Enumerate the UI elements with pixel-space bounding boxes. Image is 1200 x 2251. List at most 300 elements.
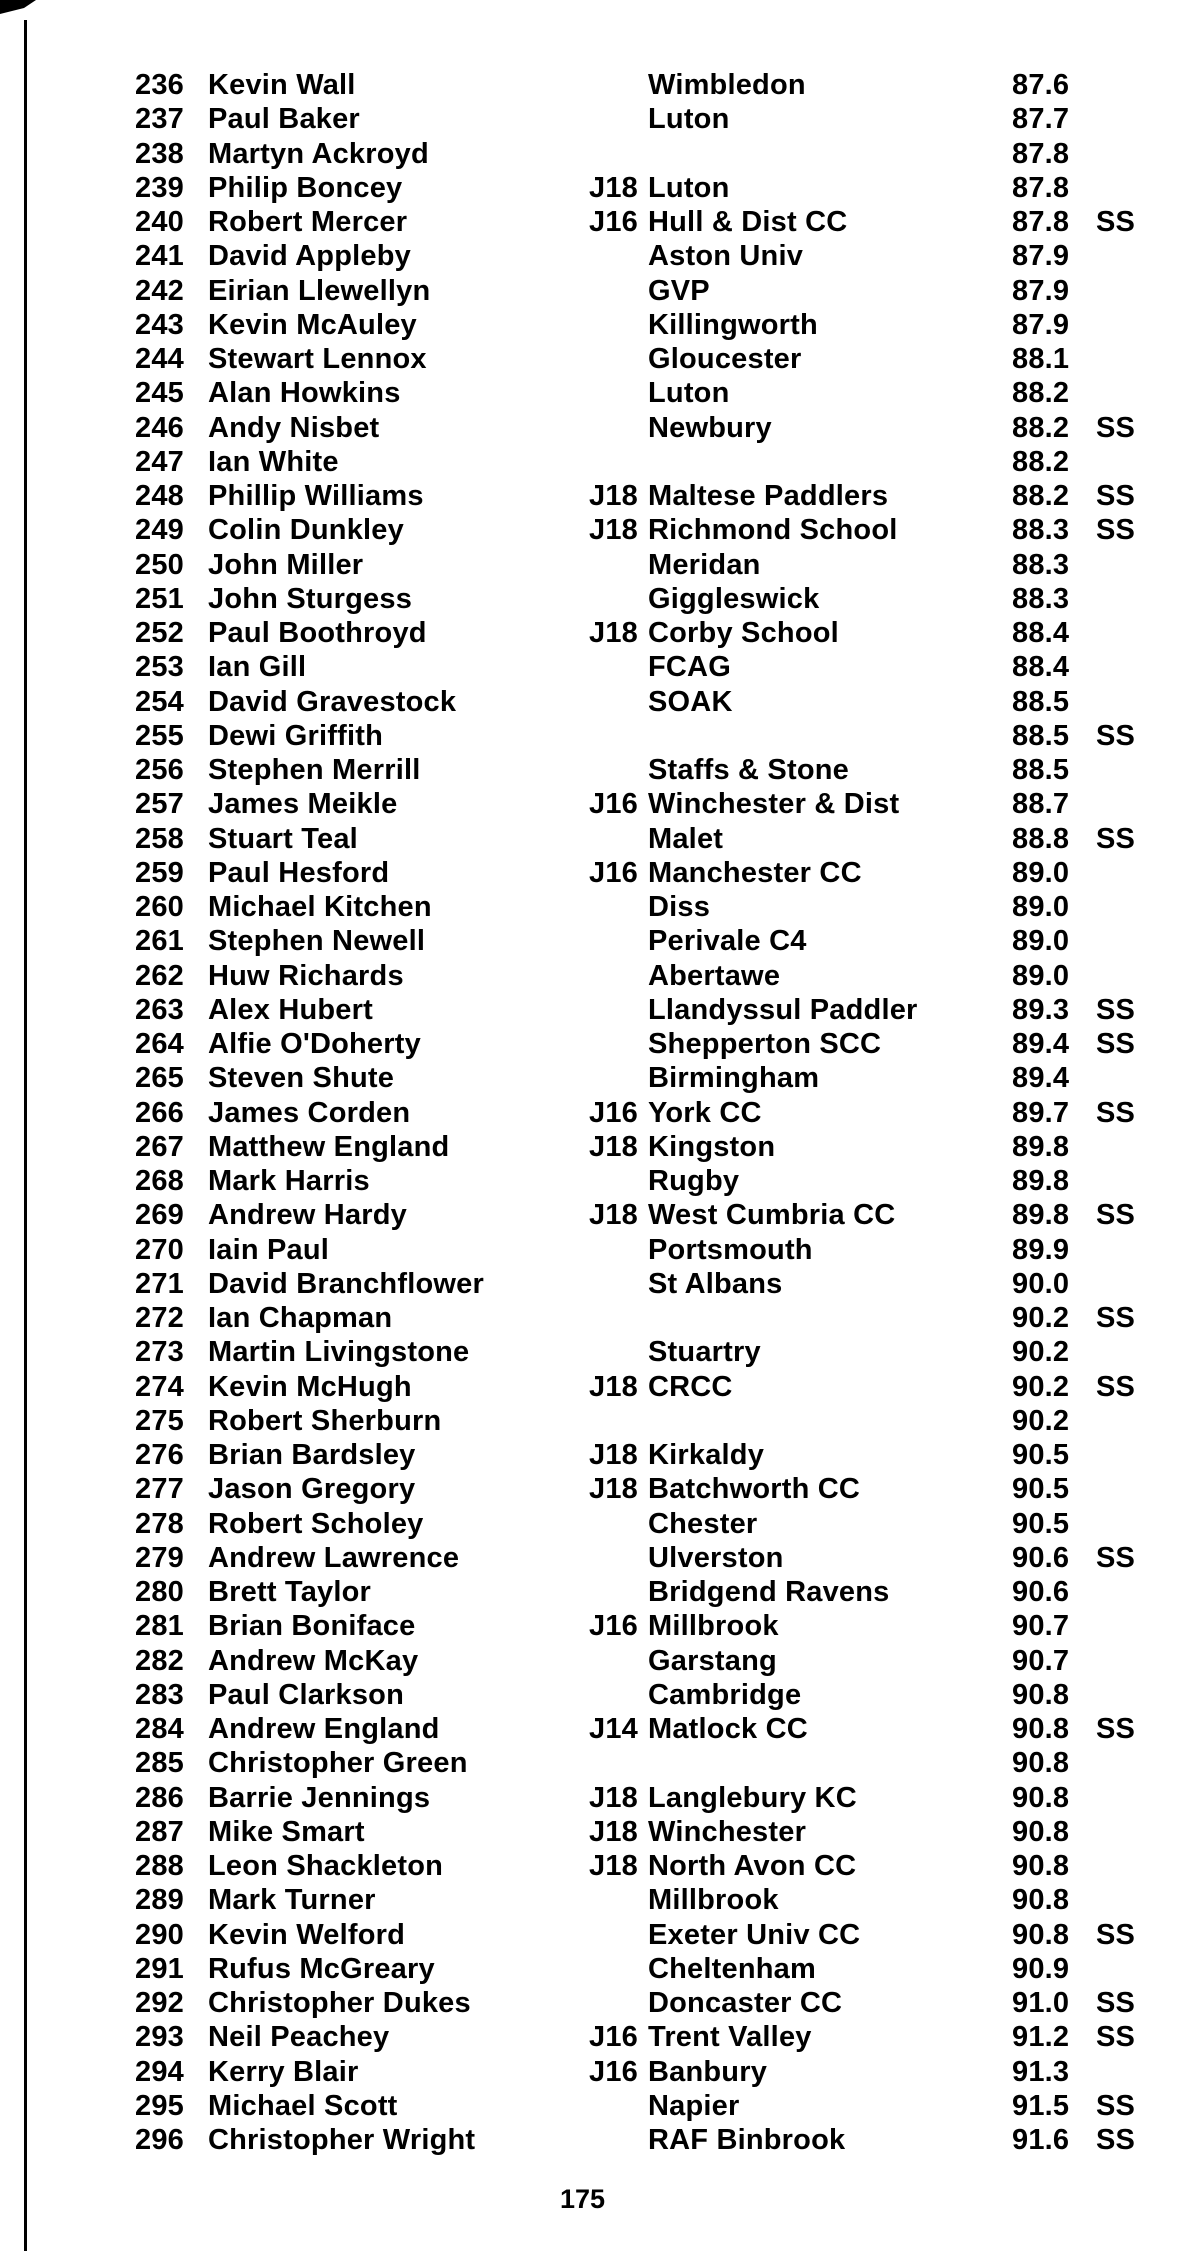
table-row bbox=[0, 274, 1200, 308]
position-number: 276 bbox=[135, 1439, 184, 1471]
position-number: 271 bbox=[135, 1267, 184, 1300]
flag-marker: SS bbox=[1096, 719, 1136, 752]
competitor-name: Rufus McGreary bbox=[208, 1952, 435, 1985]
competitor-name: Mark Harris bbox=[208, 1165, 370, 1197]
club-name: Aston Univ bbox=[648, 240, 804, 273]
competitor-name: Huw Richards bbox=[208, 959, 404, 992]
time-value: 87.9 bbox=[1012, 240, 1070, 273]
time-value: 89.4 bbox=[1012, 1028, 1070, 1060]
age-class: J18 bbox=[589, 1199, 638, 1232]
position-number: 296 bbox=[135, 2124, 184, 2156]
club-name: Luton bbox=[648, 171, 730, 204]
position-number: 267 bbox=[135, 1130, 184, 1163]
time-value: 87.7 bbox=[1012, 103, 1070, 136]
time-value: 89.0 bbox=[1012, 891, 1070, 923]
competitor-name: Stewart Lennox bbox=[208, 343, 427, 375]
competitor-name: Philip Boncey bbox=[208, 171, 403, 204]
position-number: 288 bbox=[135, 1850, 184, 1882]
position-number: 257 bbox=[135, 788, 184, 821]
time-value: 91.2 bbox=[1012, 2021, 1070, 2054]
table-row bbox=[0, 376, 1200, 410]
competitor-name: David Branchflower bbox=[208, 1267, 484, 1300]
position-number: 278 bbox=[135, 1507, 184, 1540]
club-name: Llandyssul Paddler bbox=[648, 993, 918, 1026]
age-class: J16 bbox=[589, 206, 638, 238]
club-name: Kingston bbox=[648, 1130, 776, 1163]
club-name: York CC bbox=[648, 1096, 762, 1129]
time-value: 90.7 bbox=[1012, 1610, 1070, 1643]
competitor-name: Kevin Welford bbox=[208, 1918, 406, 1951]
position-number: 263 bbox=[135, 993, 184, 1026]
club-name: Ulverston bbox=[648, 1541, 784, 1574]
time-value: 88.4 bbox=[1012, 651, 1070, 684]
time-value: 89.0 bbox=[1012, 856, 1070, 889]
table-row bbox=[0, 1267, 1200, 1301]
position-number: 295 bbox=[135, 2089, 184, 2122]
time-value: 89.0 bbox=[1012, 959, 1070, 992]
competitor-name: Michael Kitchen bbox=[208, 891, 432, 923]
table-row bbox=[0, 137, 1200, 171]
position-number: 249 bbox=[135, 514, 184, 547]
club-name: Manchester CC bbox=[648, 856, 862, 889]
age-class: J18 bbox=[589, 480, 638, 512]
time-value: 87.9 bbox=[1012, 308, 1070, 341]
competitor-name: Alan Howkins bbox=[208, 377, 401, 410]
table-row bbox=[0, 2089, 1200, 2123]
position-number: 273 bbox=[135, 1336, 184, 1369]
time-value: 88.3 bbox=[1012, 514, 1070, 547]
flag-marker: SS bbox=[1096, 1713, 1136, 1745]
time-value: 87.6 bbox=[1012, 69, 1070, 101]
table-row bbox=[0, 616, 1200, 650]
table-row bbox=[0, 205, 1200, 239]
time-value: 89.3 bbox=[1012, 993, 1070, 1026]
flag-marker: SS bbox=[1096, 1918, 1136, 1951]
table-row bbox=[0, 308, 1200, 342]
club-name: SOAK bbox=[648, 685, 733, 718]
table-row bbox=[0, 1404, 1200, 1438]
club-name: CRCC bbox=[648, 1370, 733, 1403]
time-value: 88.1 bbox=[1012, 343, 1070, 375]
position-number: 282 bbox=[135, 1644, 184, 1677]
competitor-name: Steven Shute bbox=[208, 1062, 395, 1095]
competitor-name: Ian White bbox=[208, 445, 339, 478]
table-row bbox=[0, 1027, 1200, 1061]
position-number: 255 bbox=[135, 719, 184, 752]
club-name: Shepperton SCC bbox=[648, 1028, 882, 1060]
position-number: 261 bbox=[135, 925, 184, 958]
age-class: J18 bbox=[589, 1439, 638, 1471]
age-class: J18 bbox=[589, 514, 638, 547]
age-class: J18 bbox=[589, 617, 638, 649]
time-value: 88.8 bbox=[1012, 822, 1070, 855]
time-value: 88.5 bbox=[1012, 719, 1070, 752]
club-name: Luton bbox=[648, 103, 730, 136]
club-name: Hull & Dist CC bbox=[648, 206, 848, 238]
position-number: 254 bbox=[135, 685, 184, 718]
time-value: 90.5 bbox=[1012, 1473, 1070, 1506]
time-value: 90.8 bbox=[1012, 1815, 1070, 1848]
table-row bbox=[0, 2055, 1200, 2089]
table-row bbox=[0, 1918, 1200, 1952]
flag-marker: SS bbox=[1096, 206, 1136, 238]
table-row bbox=[0, 479, 1200, 513]
competitor-name: Mark Turner bbox=[208, 1884, 376, 1917]
competitor-name: Ian Chapman bbox=[208, 1302, 393, 1334]
position-number: 277 bbox=[135, 1473, 184, 1506]
competitor-name: Michael Scott bbox=[208, 2089, 398, 2122]
time-value: 88.4 bbox=[1012, 617, 1070, 649]
time-value: 87.8 bbox=[1012, 206, 1070, 238]
table-row bbox=[0, 890, 1200, 924]
time-value: 91.5 bbox=[1012, 2089, 1070, 2122]
position-number: 284 bbox=[135, 1713, 184, 1745]
competitor-name: Paul Hesford bbox=[208, 856, 390, 889]
club-name: Chester bbox=[648, 1507, 758, 1540]
club-name: Banbury bbox=[648, 2055, 768, 2088]
time-value: 90.8 bbox=[1012, 1918, 1070, 1951]
club-name: West Cumbria CC bbox=[648, 1199, 896, 1232]
competitor-name: Martyn Ackroyd bbox=[208, 137, 429, 170]
table-row bbox=[0, 1438, 1200, 1472]
table-row bbox=[0, 582, 1200, 616]
club-name: North Avon CC bbox=[648, 1850, 857, 1882]
competitor-name: Andrew McKay bbox=[208, 1644, 419, 1677]
position-number: 237 bbox=[135, 103, 184, 136]
position-number: 275 bbox=[135, 1404, 184, 1437]
competitor-name: Alfie O'Doherty bbox=[208, 1028, 421, 1060]
competitor-name: Andrew Lawrence bbox=[208, 1541, 460, 1574]
club-name: Birmingham bbox=[648, 1062, 820, 1095]
position-number: 258 bbox=[135, 822, 184, 855]
position-number: 247 bbox=[135, 445, 184, 478]
position-number: 274 bbox=[135, 1370, 184, 1403]
club-name: St Albans bbox=[648, 1267, 783, 1300]
competitor-name: Leon Shackleton bbox=[208, 1850, 444, 1882]
position-number: 241 bbox=[135, 240, 184, 273]
club-name: Malet bbox=[648, 822, 724, 855]
competitor-name: Robert Mercer bbox=[208, 206, 408, 238]
table-row bbox=[0, 1472, 1200, 1506]
table-row bbox=[0, 1575, 1200, 1609]
table-row bbox=[0, 1609, 1200, 1643]
competitor-name: David Appleby bbox=[208, 240, 411, 273]
club-name: Giggleswick bbox=[648, 582, 820, 615]
time-value: 89.4 bbox=[1012, 1062, 1070, 1095]
position-number: 251 bbox=[135, 582, 184, 615]
age-class: J16 bbox=[589, 2021, 638, 2054]
competitor-name: Christopher Dukes bbox=[208, 1987, 471, 2019]
table-row bbox=[0, 1712, 1200, 1746]
position-number: 285 bbox=[135, 1747, 184, 1780]
club-name: Exeter Univ CC bbox=[648, 1918, 861, 1951]
club-name: Langlebury KC bbox=[648, 1781, 857, 1814]
club-name: Matlock CC bbox=[648, 1713, 808, 1745]
club-name: Meridan bbox=[648, 548, 761, 581]
club-name: Newbury bbox=[648, 411, 772, 444]
position-number: 238 bbox=[135, 137, 184, 170]
competitor-name: Andrew England bbox=[208, 1713, 440, 1745]
table-row bbox=[0, 1883, 1200, 1917]
time-value: 90.9 bbox=[1012, 1952, 1070, 1985]
results-list bbox=[0, 68, 1200, 2157]
table-row bbox=[0, 822, 1200, 856]
competitor-name: Christopher Wright bbox=[208, 2124, 476, 2156]
table-row bbox=[0, 856, 1200, 890]
competitor-name: Paul Baker bbox=[208, 103, 360, 136]
page-corner-mark bbox=[0, 0, 36, 20]
competitor-name: John Miller bbox=[208, 548, 364, 581]
position-number: 293 bbox=[135, 2021, 184, 2054]
time-value: 91.3 bbox=[1012, 2055, 1070, 2088]
age-class: J18 bbox=[589, 1130, 638, 1163]
time-value: 90.5 bbox=[1012, 1507, 1070, 1540]
time-value: 90.8 bbox=[1012, 1747, 1070, 1780]
table-row bbox=[0, 753, 1200, 787]
competitor-name: Mike Smart bbox=[208, 1815, 365, 1848]
age-class: J16 bbox=[589, 788, 638, 821]
club-name: Stuartry bbox=[648, 1336, 761, 1369]
table-row bbox=[0, 2123, 1200, 2157]
age-class: J18 bbox=[589, 1815, 638, 1848]
table-row bbox=[0, 1198, 1200, 1232]
time-value: 88.2 bbox=[1012, 445, 1070, 478]
table-row bbox=[0, 445, 1200, 479]
position-number: 270 bbox=[135, 1233, 184, 1266]
flag-marker: SS bbox=[1096, 514, 1136, 547]
club-name: Doncaster CC bbox=[648, 1987, 843, 2019]
competitor-name: Jason Gregory bbox=[208, 1473, 416, 1506]
age-class: J16 bbox=[589, 1610, 638, 1643]
age-class: J16 bbox=[589, 1096, 638, 1129]
position-number: 279 bbox=[135, 1541, 184, 1574]
competitor-name: John Sturgess bbox=[208, 582, 413, 615]
table-row bbox=[0, 239, 1200, 273]
competitor-name: Matthew England bbox=[208, 1130, 450, 1163]
time-value: 90.0 bbox=[1012, 1267, 1070, 1300]
age-class: J18 bbox=[589, 1850, 638, 1882]
club-name: Wimbledon bbox=[648, 69, 806, 101]
table-row bbox=[0, 1061, 1200, 1095]
time-value: 90.7 bbox=[1012, 1644, 1070, 1677]
club-name: Napier bbox=[648, 2089, 740, 2122]
competitor-name: Christopher Green bbox=[208, 1747, 468, 1780]
position-number: 245 bbox=[135, 377, 184, 410]
age-class: J18 bbox=[589, 1370, 638, 1403]
position-number: 289 bbox=[135, 1884, 184, 1917]
position-number: 248 bbox=[135, 480, 184, 512]
table-row bbox=[0, 411, 1200, 445]
club-name: Garstang bbox=[648, 1644, 777, 1677]
time-value: 88.3 bbox=[1012, 582, 1070, 615]
competitor-name: Brett Taylor bbox=[208, 1576, 372, 1608]
age-class: J18 bbox=[589, 1473, 638, 1506]
club-name: Millbrook bbox=[648, 1884, 779, 1917]
table-row bbox=[0, 1096, 1200, 1130]
table-row bbox=[0, 68, 1200, 102]
club-name: RAF Binbrook bbox=[648, 2124, 846, 2156]
flag-marker: SS bbox=[1096, 993, 1136, 1026]
table-row bbox=[0, 1986, 1200, 2020]
time-value: 90.6 bbox=[1012, 1541, 1070, 1574]
position-number: 280 bbox=[135, 1576, 184, 1608]
competitor-name: Brian Bardsley bbox=[208, 1439, 416, 1471]
flag-marker: SS bbox=[1096, 1096, 1136, 1129]
competitor-name: Robert Sherburn bbox=[208, 1404, 442, 1437]
table-row bbox=[0, 1507, 1200, 1541]
table-row bbox=[0, 650, 1200, 684]
position-number: 291 bbox=[135, 1952, 184, 1985]
club-name: Abertawe bbox=[648, 959, 781, 992]
time-value: 89.0 bbox=[1012, 925, 1070, 958]
position-number: 256 bbox=[135, 754, 184, 786]
competitor-name: Stephen Newell bbox=[208, 925, 426, 958]
time-value: 88.2 bbox=[1012, 480, 1070, 512]
table-row bbox=[0, 685, 1200, 719]
competitor-name: Alex Hubert bbox=[208, 993, 373, 1026]
flag-marker: SS bbox=[1096, 2021, 1136, 2054]
club-name: Portsmouth bbox=[648, 1233, 813, 1266]
flag-marker: SS bbox=[1096, 822, 1136, 855]
competitor-name: Kerry Blair bbox=[208, 2055, 359, 2088]
position-number: 268 bbox=[135, 1165, 184, 1197]
time-value: 90.2 bbox=[1012, 1302, 1070, 1334]
table-row bbox=[0, 1233, 1200, 1267]
flag-marker: SS bbox=[1096, 411, 1136, 444]
time-value: 88.2 bbox=[1012, 377, 1070, 410]
time-value: 90.8 bbox=[1012, 1850, 1070, 1882]
club-name: Kirkaldy bbox=[648, 1439, 765, 1471]
position-number: 269 bbox=[135, 1199, 184, 1232]
competitor-name: Kevin Wall bbox=[208, 69, 356, 101]
position-number: 264 bbox=[135, 1028, 184, 1060]
position-number: 259 bbox=[135, 856, 184, 889]
time-value: 90.6 bbox=[1012, 1576, 1070, 1608]
position-number: 260 bbox=[135, 891, 184, 923]
time-value: 91.0 bbox=[1012, 1987, 1070, 2019]
club-name: Gloucester bbox=[648, 343, 802, 375]
competitor-name: Kevin McAuley bbox=[208, 308, 417, 341]
competitor-name: Kevin McHugh bbox=[208, 1370, 412, 1403]
competitor-name: Andy Nisbet bbox=[208, 411, 380, 444]
competitor-name: David Gravestock bbox=[208, 685, 457, 718]
club-name: FCAG bbox=[648, 651, 731, 684]
time-value: 90.2 bbox=[1012, 1370, 1070, 1403]
club-name: Cambridge bbox=[648, 1678, 802, 1711]
competitor-name: Barrie Jennings bbox=[208, 1781, 431, 1814]
competitor-name: Andrew Hardy bbox=[208, 1199, 407, 1232]
competitor-name: James Meikle bbox=[208, 788, 398, 821]
position-number: 242 bbox=[135, 274, 184, 307]
time-value: 90.8 bbox=[1012, 1713, 1070, 1745]
table-row bbox=[0, 1746, 1200, 1780]
flag-marker: SS bbox=[1096, 1541, 1136, 1574]
flag-marker: SS bbox=[1096, 1987, 1136, 2019]
position-number: 239 bbox=[135, 171, 184, 204]
position-number: 290 bbox=[135, 1918, 184, 1951]
table-row bbox=[0, 1644, 1200, 1678]
competitor-name: Ian Gill bbox=[208, 651, 307, 684]
table-row bbox=[0, 1541, 1200, 1575]
competitor-name: James Corden bbox=[208, 1096, 411, 1129]
club-name: Trent Valley bbox=[648, 2021, 812, 2054]
table-row bbox=[0, 342, 1200, 376]
flag-marker: SS bbox=[1096, 2089, 1136, 2122]
club-name: Winchester bbox=[648, 1815, 807, 1848]
club-name: Millbrook bbox=[648, 1610, 779, 1643]
table-row bbox=[0, 548, 1200, 582]
club-name: Winchester & Dist bbox=[648, 788, 900, 821]
time-value: 89.8 bbox=[1012, 1165, 1070, 1197]
time-value: 90.2 bbox=[1012, 1336, 1070, 1369]
time-value: 87.8 bbox=[1012, 171, 1070, 204]
club-name: Corby School bbox=[648, 617, 839, 649]
competitor-name: Neil Peachey bbox=[208, 2021, 390, 2054]
time-value: 87.9 bbox=[1012, 274, 1070, 307]
age-class: J18 bbox=[589, 171, 638, 204]
time-value: 89.9 bbox=[1012, 1233, 1070, 1266]
flag-marker: SS bbox=[1096, 1028, 1136, 1060]
club-name: Rugby bbox=[648, 1165, 740, 1197]
position-number: 286 bbox=[135, 1781, 184, 1814]
table-row bbox=[0, 2020, 1200, 2054]
club-name: Bridgend Ravens bbox=[648, 1576, 890, 1608]
time-value: 88.5 bbox=[1012, 685, 1070, 718]
club-name: Maltese Paddlers bbox=[648, 480, 889, 512]
club-name: GVP bbox=[648, 274, 710, 307]
position-number: 246 bbox=[135, 411, 184, 444]
table-row bbox=[0, 1678, 1200, 1712]
time-value: 88.3 bbox=[1012, 548, 1070, 581]
position-number: 283 bbox=[135, 1678, 184, 1711]
time-value: 90.5 bbox=[1012, 1439, 1070, 1471]
competitor-name: Eirian Llewellyn bbox=[208, 274, 431, 307]
flag-marker: SS bbox=[1096, 1199, 1136, 1232]
flag-marker: SS bbox=[1096, 1302, 1136, 1334]
time-value: 89.8 bbox=[1012, 1199, 1070, 1232]
table-row bbox=[0, 171, 1200, 205]
table-row bbox=[0, 959, 1200, 993]
table-row bbox=[0, 719, 1200, 753]
competitor-name: Robert Scholey bbox=[208, 1507, 424, 1540]
club-name: Perivale C4 bbox=[648, 925, 807, 958]
position-number: 294 bbox=[135, 2055, 184, 2088]
page-number: 175 bbox=[560, 2184, 606, 2214]
time-value: 88.7 bbox=[1012, 788, 1070, 821]
age-class: J16 bbox=[589, 2055, 638, 2088]
position-number: 287 bbox=[135, 1815, 184, 1848]
position-number: 240 bbox=[135, 206, 184, 238]
table-row bbox=[0, 1370, 1200, 1404]
table-row bbox=[0, 787, 1200, 821]
position-number: 244 bbox=[135, 343, 184, 375]
competitor-name: Stuart Teal bbox=[208, 822, 358, 855]
time-value: 89.8 bbox=[1012, 1130, 1070, 1163]
time-value: 90.8 bbox=[1012, 1781, 1070, 1814]
club-name: Killingworth bbox=[648, 308, 818, 341]
time-value: 87.8 bbox=[1012, 137, 1070, 170]
club-name: Cheltenham bbox=[648, 1952, 816, 1985]
age-class: J18 bbox=[589, 1781, 638, 1814]
position-number: 253 bbox=[135, 651, 184, 684]
time-value: 90.2 bbox=[1012, 1404, 1070, 1437]
table-row bbox=[0, 513, 1200, 547]
time-value: 88.2 bbox=[1012, 411, 1070, 444]
table-row bbox=[0, 1781, 1200, 1815]
club-name: Batchworth CC bbox=[648, 1473, 861, 1506]
table-row bbox=[0, 1301, 1200, 1335]
competitor-name: Paul Boothroyd bbox=[208, 617, 427, 649]
